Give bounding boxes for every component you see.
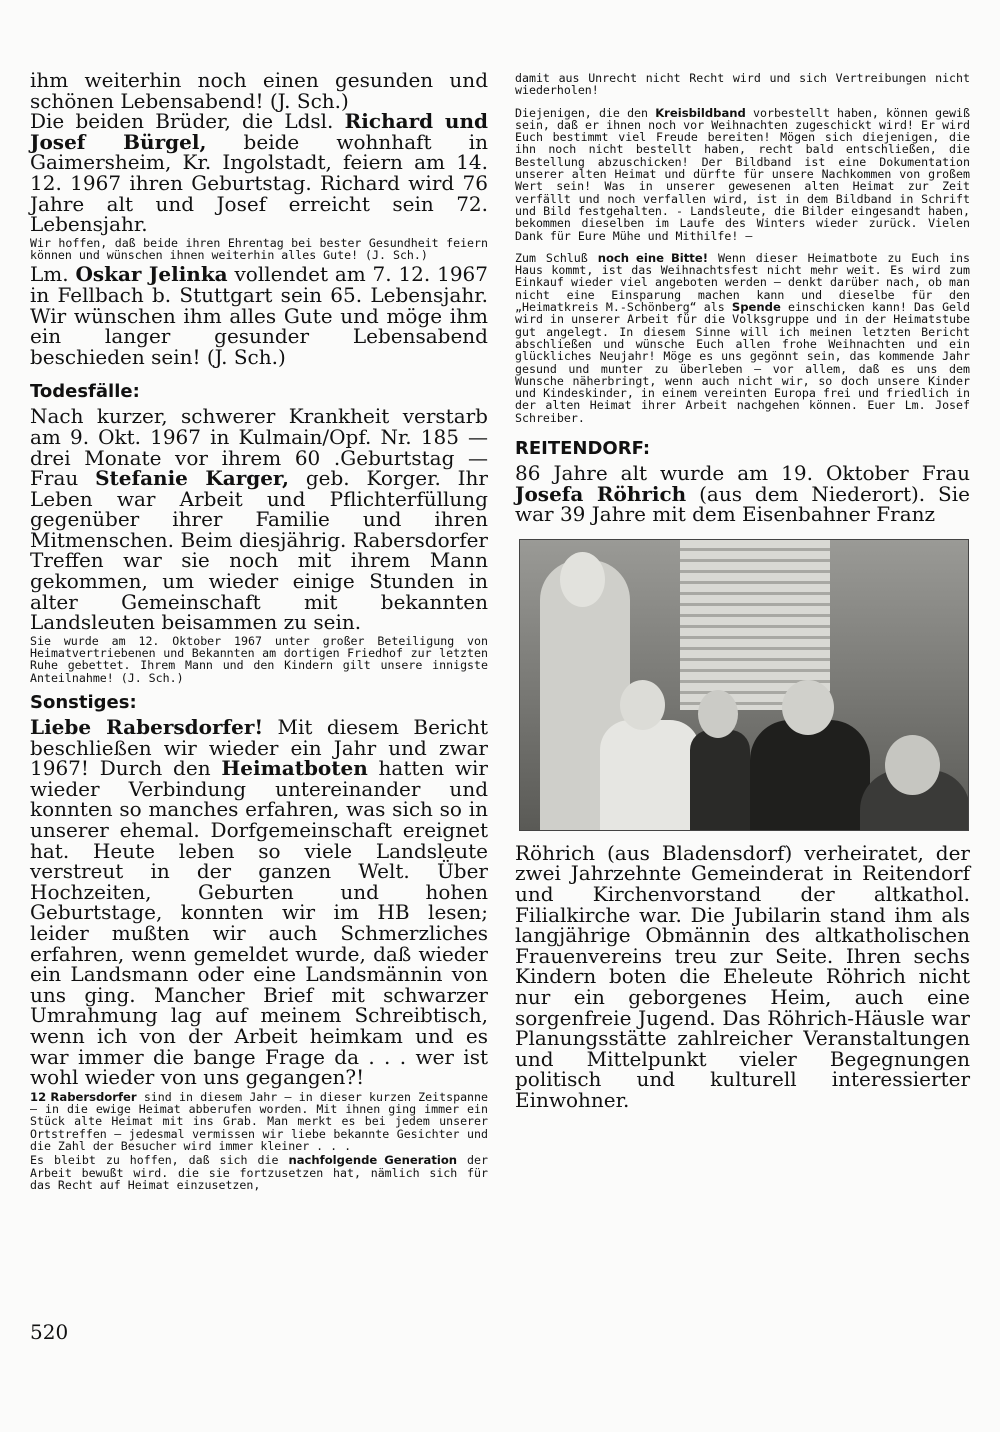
section-heading-reitendorf: REITENDORF: [515, 438, 651, 460]
paragraph [30, 70, 488, 111]
name-highlight: Heimatboten [221, 756, 368, 781]
name-highlight: Stefanie Karger, [95, 466, 289, 491]
small-paragraph [30, 635, 488, 684]
text: beide wohnhaft in Gaimersheim, Kr. Ingolstadt, feiern am 14. 12. 1967 ihren Geburtstag. Richard wird 76 Jahre alt und Josef erreicht sein 72. Lebensjahr. [30, 129, 488, 237]
text: Zum Schluß [515, 250, 598, 265]
text: (aus dem Niederort). Sie war 39 Jahre mit dem Eisenbahner Franz [515, 481, 970, 527]
small-paragraph [515, 72, 970, 97]
text: Röhrich (aus Bladensdorf) verheiratet, der zwei Jahrzehnte Gemeinderat in Reitendorf und Kirchenvorstand der altkathol. Filialkirche war. Die Jubilarin stand ihm als langjährige Obmännin des altkatholischen Frauenvereins treu zur Seite. Ihren sechs Kindern boten die Eheleute Röhrich nicht nur ein geborgenes Heim, auch eine sorgenfreie Jugend. Das Röhrich-Häusle war Planungsstätte zahlreicher Veranstaltungen und Mittelpunkt vieler Begegnungen politisch und kulturell interessierter Einwohner. [515, 840, 970, 1112]
small-paragraph [30, 1154, 488, 1191]
paragraph [515, 463, 970, 525]
photo-person-head [782, 680, 834, 735]
page-number: 520 [30, 1320, 69, 1344]
text: 86 Jahre alt wurde am 19. Oktober Frau [515, 461, 970, 486]
left-column [30, 70, 488, 1191]
section-heading-sonstiges: Sonstiges: [30, 692, 137, 714]
photo-person-head [560, 552, 605, 607]
emphasis: nachfolgende Generation [288, 1153, 458, 1168]
photo-person-child [690, 730, 750, 830]
emphasis: Kreisbildband [655, 105, 746, 120]
photo-person-head [885, 735, 940, 795]
text: Mit diesem Bericht beschließen wir wieder ein Jahr und zwar 1967! Durch den [30, 715, 488, 781]
text: der Arbeit bewußt wird. die sie fortzusetzen hat, nämlich sich für das Recht auf Heimat einzusetzen, [30, 1153, 489, 1192]
text: damit aus Unrecht nicht Recht wird und sich Vertreibungen nicht wiederholen! [515, 71, 970, 98]
text: geb. Korger. Ihr Leben war Arbeit und Pflichterfüllung gegenüber ihrer Familie und ihren Mitmenschen. Beim diesjährig. Rabersdorfer Treffen war sie noch mit ihrem Mann gekommen, um wieder einige Stunden in alter Gemeinschaft mit bekannten Landsleuten beisammen zu sein. [30, 466, 488, 635]
photo-person-seated [600, 720, 700, 830]
right-column [515, 70, 970, 1111]
paragraph [30, 111, 488, 235]
photo-person-seated [750, 720, 870, 830]
name-highlight: Josefa Röhrich [515, 481, 687, 506]
paragraph [515, 840, 970, 1112]
text: vollendet am 7. 12. 1967 in Fellbach b. Stuttgart sein 65. Lebensjahr. Wir wünschen ihm alles Gute und möge ihm ein langer gesunder Lebensabend beschieden sein! (J. Sch.) [30, 262, 488, 369]
text: ihm weiterhin noch einen gesunden und schönen Lebensabend! (J. Sch.) [30, 68, 488, 113]
small-paragraph [515, 107, 970, 242]
family-photo [519, 539, 969, 831]
paragraph [30, 406, 488, 633]
text: Es bleibt zu hoffen, daß sich die [30, 1153, 289, 1168]
text: Nach kurzer, schwerer Krankheit verstarb am 9. Okt. 1967 in Kulmain/Opf. Nr. 185 — drei Monate vor ihrem 60 .Geburtstag — Frau [30, 404, 488, 491]
small-paragraph [30, 237, 488, 262]
emphasis: noch eine Bitte! [597, 250, 709, 265]
text: einschicken kann! Das Geld wird in unserer Arbeit für die Volksgruppe und in der Heimatstube gut angelegt. In diesem Sinne will ich meinen letzten Bericht abschließen und wünsche Euch allen frohe Weihnachten und ein glückliches Neujahr! Möge es uns gegönnt sein, das kommende Jahr gesund und munter zu überleben — vor allem, daß es uns dem Wunsche näherbringt, wenn auch nicht wir, so doch unsere Kinder und Kindeskinder, in einem vereinten Europa frei und friedlich in der alten Heimat ihrer Arbeit nachgehen können. Euer Lm. Josef Schreiber. [515, 300, 970, 425]
small-paragraph [515, 252, 970, 424]
paragraph [30, 717, 488, 1088]
paragraph [30, 264, 488, 367]
text: Wenn dieser Heimatbote zu Euch ins Haus kommt, ist das Weihnachtsfest nicht mehr weit. Es wird zum Einkauf wieder viel angeboten werden — denkt darüber nach, ob man nicht eine Einsparung machen kann und dieselbe für den „Heimatkreis M.-Schönberg“ als [515, 250, 971, 315]
text: Lm. [30, 262, 76, 287]
name-highlight: Oskar Jelinka [75, 262, 228, 287]
section-heading-todesfaelle: Todesfälle: [30, 381, 140, 403]
emphasis: Spende [731, 300, 781, 315]
text: sind in diesem Jahr — in dieser kurzen Zeitspanne — in die ewige Heimat abberufen worden. Mit ihnen ging immer ein Stück alte Heimat mit ins Grab. Man merkt es bei jedem unserer Ortstreffen — jedesmal vermissen wir liebe bekannte Gesichter und die Zahl der Besucher wird immer kleiner . . . [30, 1089, 488, 1153]
text: Die beiden Brüder, die Ldsl. [30, 109, 345, 134]
photo-person-head [698, 690, 738, 738]
text: hatten wir wieder Verbindung untereinander und konnten so manches erfahren, was sich so in unserer ehemal. Dorfgemeinschaft ereignet hat. Heute leben so viele Landsleute verstreut in der ganzen Welt. Über Hochzeiten, Geburten und hohen Geburtstage, konnten wir im HB lesen; leider mußten wir auch Schmerzliches erfahren, wenn gemeldet wurde, daß wieder ein Landsmann oder eine Landsmännin von uns ging. Mancher Brief mit schwarzer Umrahmung lag auf meinem Schreibtisch, wenn ich von der Arbeit heimkam und es war immer die bange Frage da . . . wer ist wohl wieder von uns gegangen?! [30, 756, 488, 1090]
text: Sie wurde am 12. Oktober 1967 unter großer Beteiligung von Heimatvertriebenen und Bekannten am dortigen Friedhof zur letzten Ruhe gebettet. Ihrem Mann und den Kindern gilt unsere innigste Anteilnahme! (J. Sch.) [30, 633, 488, 685]
greeting-highlight: Liebe Rabersdorfer! [30, 715, 264, 740]
text: Wir hoffen, daß beide ihren Ehrentag bei bester Gesundheit feiern können und wünschen ihnen weiterhin alles Gute! (J. Sch.) [30, 235, 488, 263]
emphasis: 12 Rabersdorfer [30, 1089, 137, 1104]
name-highlight: Richard und Josef Bürgel, [30, 109, 489, 154]
small-paragraph [30, 1091, 488, 1152]
text: vorbestellt haben, können gewiß sein, daß er ihnen noch vor Weihnachten zugeschickt wird! Er wird Euch bestimmt viel Freude bereiten! Mögen sich diejenigen, die ihn noch nicht bestellt haben, recht bald entschließen, die Bestellung abzuschicken! Der Bildband ist eine Dokumentation unserer alten Heimat und dürfte für unsere Nachkommen von großem Wert sein! Was in unserer gewesenen alten Heimat zur Zeit verfällt und noch verfallen wird, ist in dem Bildband in Schrift und Bild festgehalten. - Landsleute, die Bilder eingesandt haben, bekommen dieselben im Laufe des Winters wieder zurück. Vielen Dank für Eure Mühe und Mithilfe! — [515, 105, 970, 243]
text: Diejenigen, die den [515, 105, 656, 120]
photo-person-head [620, 680, 665, 730]
